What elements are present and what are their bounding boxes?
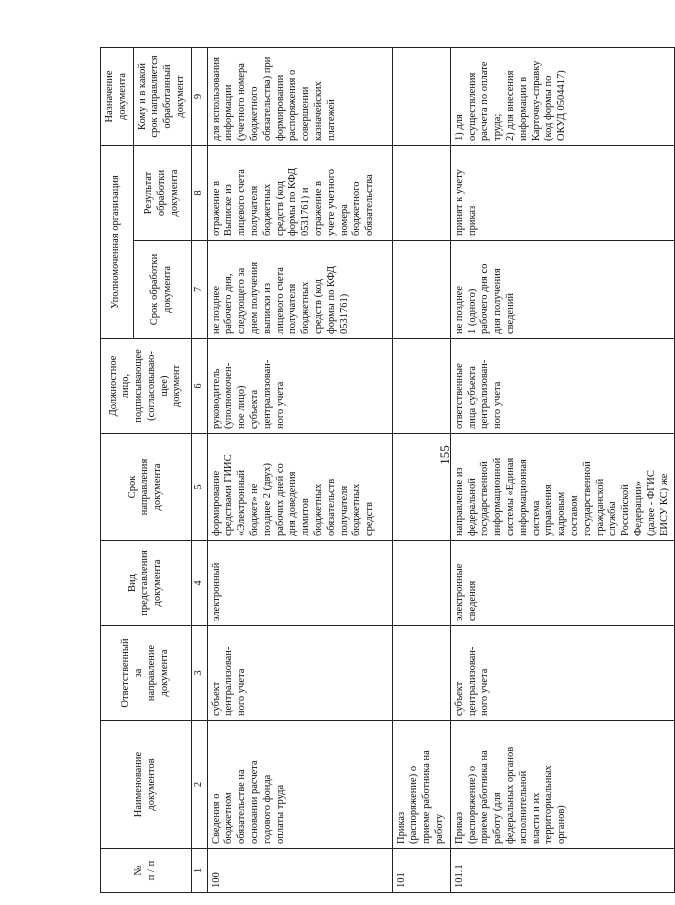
table-row	[450, 48, 675, 893]
row-number: 100	[207, 849, 392, 893]
column-number: 9	[191, 48, 207, 146]
header-processing-result: Результат обработки документа	[133, 146, 191, 241]
responsible-cell: субъект централизован- ного учета	[207, 626, 392, 721]
page-number: 155	[437, 445, 452, 465]
header-number: № п / п	[101, 849, 192, 893]
document-table-rotated	[100, 48, 670, 893]
column-number: 2	[191, 721, 207, 849]
send-deadline-cell: направление из федеральной государственной информационной системы «Единая информационная система управления кадровым составом государственной гражданской службы Российской Федерации» (далее - ФГИС ЕИСУ КС) же	[450, 434, 675, 541]
document-table	[100, 47, 675, 893]
presentation-type-cell	[392, 541, 450, 626]
header-doc-purpose: Назначение документа	[101, 48, 134, 146]
presentation-type-cell: электронные сведения	[450, 541, 675, 626]
column-number: 4	[191, 541, 207, 626]
signing-official-cell: ответственные лица субъекта централизован- ного учета	[450, 339, 675, 434]
header-send-deadline: Срок направления документа	[101, 434, 192, 541]
header-processing-deadline: Срок обработки документа	[133, 241, 191, 339]
processing-result-cell	[392, 146, 450, 241]
processing-result-cell: принят к учету приказ	[450, 146, 675, 241]
table-row	[392, 48, 450, 893]
send-deadline-cell: формирование средствами ГИИС «Электронный бюджет» не позднее 2 (двух) рабочих дней со дня доведения лимитов бюджетных обязательств получателя бюджетных средств	[207, 434, 392, 541]
signing-official-cell	[392, 339, 450, 434]
header-responsible: Ответственный за направление документа	[101, 626, 192, 721]
responsible-cell	[392, 626, 450, 721]
doc-name-cell: Приказ (распоряжение) о приеме работника на работу	[392, 721, 450, 849]
row-number: 101.1	[450, 849, 675, 893]
row-number: 101	[392, 849, 450, 893]
column-number: 3	[191, 626, 207, 721]
presentation-type-cell: электронный	[207, 541, 392, 626]
header-presentation-type: Вид представления документа	[101, 541, 192, 626]
doc-name-cell: Приказ (распоряжение) о приеме работника на работу (для федеральных органов исполнительной власти и их территориальных органов)	[450, 721, 675, 849]
processing-deadline-cell: не позднее 1 (одного) рабочего дня со дня получения сведений	[450, 241, 675, 339]
header-recipient: Кому и в какой срок направляется обработанный документ	[133, 48, 191, 146]
recipient-cell	[392, 48, 450, 146]
table-row	[207, 48, 392, 893]
header-signing-official: Должностное лицо, подписывающее (согласовываю- щее) документ	[101, 339, 192, 434]
column-number: 7	[191, 241, 207, 339]
column-number: 8	[191, 146, 207, 241]
column-number: 6	[191, 339, 207, 434]
signing-official-cell: руководитель (уполномочен- ное лицо) субъекта централизован- ного учета	[207, 339, 392, 434]
responsible-cell: субъект централизован- ного учета	[450, 626, 675, 721]
column-number: 1	[191, 849, 207, 893]
header-doc-name: Наименование документов	[101, 721, 192, 849]
processing-result-cell: отражение в Выписке из лицевого счета получателя бюджетных средств (код формы по КФД 0531761) и отражение в учете учетного номера бюджетного обязательства	[207, 146, 392, 241]
column-numbers-row	[191, 48, 207, 893]
processing-deadline-cell: не позднее рабочего дня, следующего за днем получения выписки из лицевого счета получателя бюджетных средств (код формы по КФД 0531761)	[207, 241, 392, 339]
processing-deadline-cell	[392, 241, 450, 339]
recipient-cell: для использования информации (учетного номера бюджетного обязательства) при формировании распоряжения о совершении казначейских платежей	[207, 48, 392, 146]
column-number: 5	[191, 434, 207, 541]
doc-name-cell: Сведения о бюджетном обязательстве на основании расчета годового фонда оплаты труда	[207, 721, 392, 849]
send-deadline-cell	[392, 434, 450, 541]
recipient-cell: 1) для осуществления расчета по оплате труда; 2) для внесения информации в Карточку-справку (код формы по ОКУД 0504417)	[450, 48, 675, 146]
header-authorized-org: Уполномоченная организация	[101, 146, 134, 339]
